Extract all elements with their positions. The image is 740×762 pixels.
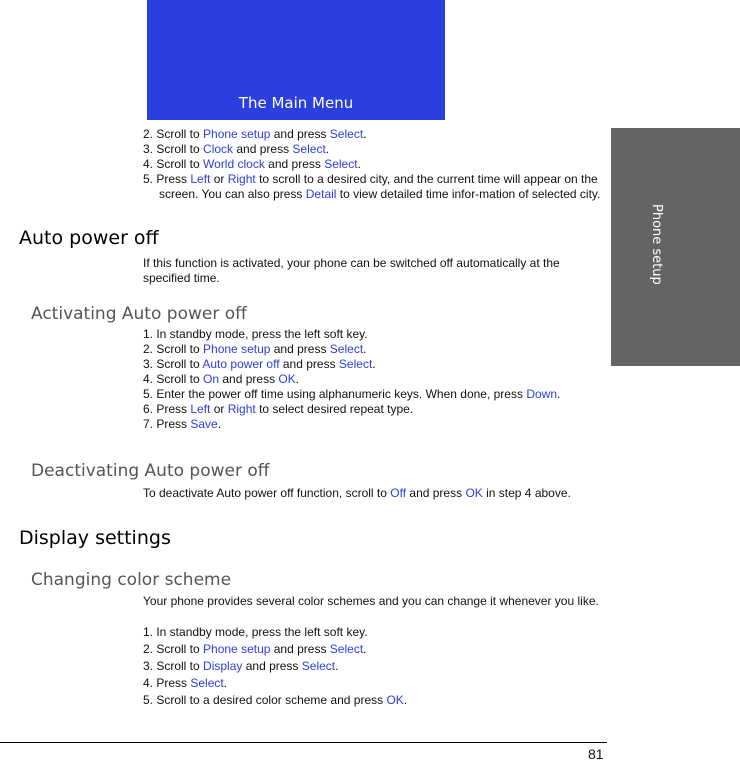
step-item: 2. Scroll to Phone setup and press Select. xyxy=(143,127,367,141)
section-tab xyxy=(611,128,740,366)
menu-term: Phone setup xyxy=(203,342,271,356)
step-item: 1. In standby mode, press the left soft key. xyxy=(143,625,368,639)
menu-term: OK xyxy=(465,486,483,500)
display-settings-heading: Display settings xyxy=(19,527,171,549)
step-item: 5. Enter the power off time using alphanumeric keys. When done, press Down. xyxy=(143,387,561,401)
menu-term: Display xyxy=(203,659,243,673)
step-item: 3. Scroll to Display and press Select. xyxy=(143,659,339,673)
menu-term: Right xyxy=(227,402,256,416)
auto-power-off-description: If this function is activated, your phone can be switched off automatically at the specified time. xyxy=(143,256,560,285)
menu-term: Select xyxy=(324,157,358,171)
menu-term: Right xyxy=(227,172,256,186)
step-item: 3. Scroll to Clock and press Select. xyxy=(143,142,330,156)
activating-steps xyxy=(143,327,608,432)
menu-term: Select xyxy=(338,357,373,371)
menu-term: Save xyxy=(190,417,218,431)
step-item: 3. Scroll to Auto power off and press Select. xyxy=(143,357,376,371)
footer-divider xyxy=(0,742,607,743)
menu-term: Select xyxy=(329,127,364,141)
menu-term: Left xyxy=(190,402,211,416)
menu-term: Select xyxy=(301,659,336,673)
activating-heading: Activating Auto power off xyxy=(31,304,247,324)
section-tab-label: Phone setup xyxy=(649,204,664,285)
deactivating-text: To deactivate Auto power off function, scroll to Off and press OK in step 4 above. xyxy=(143,486,571,500)
menu-term: Select xyxy=(292,142,326,156)
step-item: 1. In standby mode, press the left soft key. xyxy=(143,327,368,341)
page-number: 81 xyxy=(588,746,604,762)
step-item: 4. Press Select. xyxy=(143,676,228,690)
menu-term: Auto power off xyxy=(202,357,280,371)
menu-term: Phone setup xyxy=(203,127,271,141)
menu-term: Off xyxy=(390,486,407,500)
step-item: 2. Scroll to Phone setup and press Select. xyxy=(143,642,367,656)
menu-term: Select xyxy=(329,342,364,356)
menu-term: OK xyxy=(386,693,404,707)
step-item: 7. Press Save. xyxy=(143,417,222,431)
screen-title: The Main Menu xyxy=(238,94,354,112)
menu-term: OK xyxy=(278,372,296,386)
menu-screen-image xyxy=(147,0,445,120)
world-clock-steps xyxy=(143,127,608,202)
menu-term: Down xyxy=(526,387,558,401)
step-item: 6. Press Left or Right to select desired repeat type. xyxy=(143,402,414,416)
menu-term: Clock xyxy=(203,142,234,156)
color-scheme-heading: Changing color scheme xyxy=(31,570,232,590)
menu-term: Detail xyxy=(305,187,337,201)
step-item: 5. Scroll to a desired color scheme and press OK. xyxy=(143,693,408,707)
menu-term: Select xyxy=(190,676,224,690)
deactivating-heading: Deactivating Auto power off xyxy=(31,461,270,481)
menu-term: On xyxy=(203,372,220,386)
step-item: 4. Scroll to On and press OK. xyxy=(143,372,300,386)
menu-term: World clock xyxy=(203,157,265,171)
color-scheme-description: Your phone provides several color schemes and you can change it whenever you like. xyxy=(143,594,599,608)
menu-term: Left xyxy=(190,172,211,186)
step-item: 2. Scroll to Phone setup and press Select. xyxy=(143,342,367,356)
color-scheme-steps xyxy=(143,624,608,709)
step-item: 5. Press Left or Right to scroll to a desired city, and the current time will appear on the screen. You can also press Detail to view detailed time infor-mation of selected city. xyxy=(143,172,601,201)
auto-power-off-heading: Auto power off xyxy=(19,227,159,249)
menu-term: Phone setup xyxy=(203,642,271,656)
step-item: 4. Scroll to World clock and press Select. xyxy=(143,157,361,171)
menu-term: Select xyxy=(329,642,364,656)
